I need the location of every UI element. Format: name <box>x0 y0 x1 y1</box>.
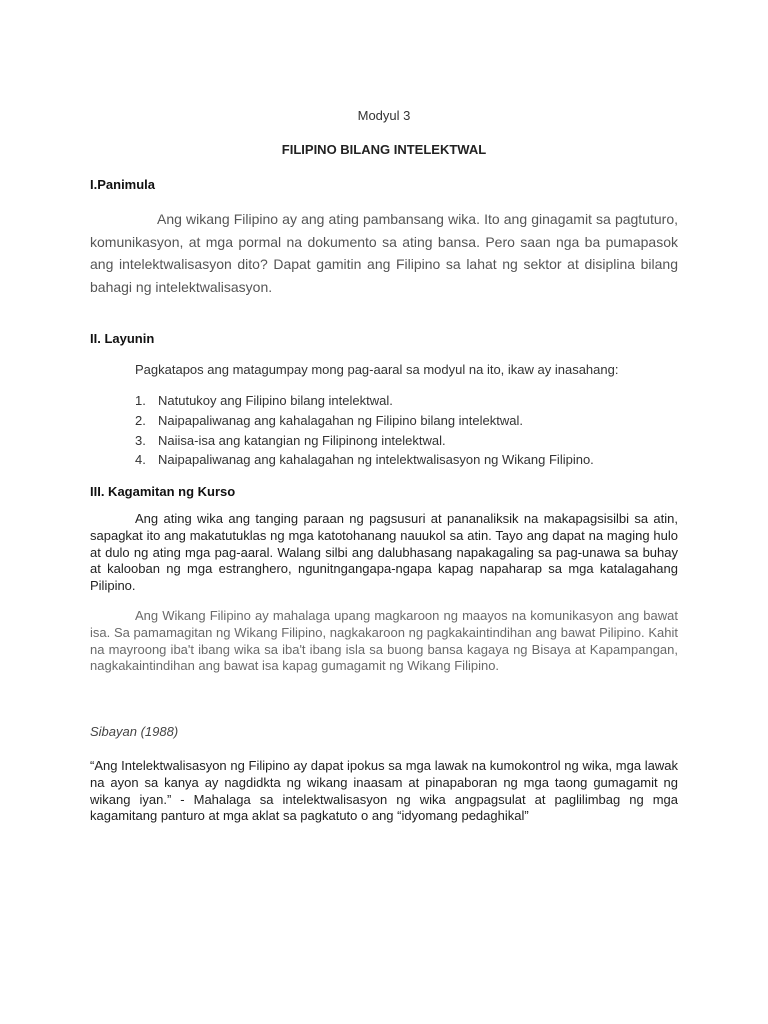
section-heading-panimula: I.Panimula <box>90 177 156 192</box>
document-title: FILIPINO BILANG INTELEKTWAL <box>281 142 487 157</box>
layunin-intro: Pagkatapos ang matagumpay mong pag-aaral sa modyul na ito, ikaw ay inasahang: <box>135 362 619 377</box>
list-item <box>135 391 594 411</box>
kagamitan-paragraph-2: Ang Wikang Filipino ay mahalaga upang magkaroon ng maayos na komunikasyon ang bawat isa. Sa pamamagitan ng Wikang Filipino, nagkakaroon ng pagkakaintindihan ang bawat Pilipino. Kahit na mayroong iba't ibang wika sa iba't ibang isla sa buong bansa kagaya ng Bisaya at Kapampangan, nagkakaintindihan ang bawat isa kapag gumagamit ng Wikang Filipino. <box>90 608 678 674</box>
list-number: 4. <box>135 452 146 468</box>
section-heading-layunin: II. Layunin <box>90 331 155 346</box>
list-text: Naiisa-isa ang katangian ng Filipinong intelektwal. <box>158 432 446 448</box>
list-item <box>135 431 594 451</box>
quote-paragraph: “Ang Intelektwalisasyon ng Filipino ay dapat ipokus sa mga lawak na kumokontrol ng wika, mga lawak na ayon sa kanya ay nagdidkta ng wikang inaasam at pinapaboran ng mga taong gumagamit ng wikang iyan.” - Mahalaga sa intelektwalisasyon ng wika angpagsulat at paglilimbag ng mga kagamitang panturo at mga aklat sa pagkatuto o ang “idyomang pedaghikal” <box>90 758 678 824</box>
list-item <box>135 411 594 431</box>
module-label: Modyul 3 <box>357 108 411 123</box>
list-item <box>135 450 594 470</box>
objectives-list <box>135 391 594 470</box>
section-heading-kagamitan: III. Kagamitan ng Kurso <box>90 484 236 499</box>
list-number: 2. <box>135 412 146 428</box>
list-text: Natutukoy ang Filipino bilang intelektwal. <box>158 393 393 408</box>
list-number: 1. <box>135 393 146 408</box>
panimula-paragraph: Ang wikang Filipino ay ang ating pambansang wika. Ito ang ginagamit sa pagtuturo, komunikasyon, at mga pormal na dokumento sa ating bansa. Pero saan nga ba pumapasok ang intelektwalisasyon dito? Dapat gamitin ang Filipino sa lahat ng sektor at disiplina bilang bahagi ng intelektwalisasyon. <box>90 211 678 295</box>
list-number: 3. <box>135 432 146 448</box>
list-text: Naipapaliwanag ang kahalagahan ng intelektwalisasyon ng Wikang Filipino. <box>158 452 594 468</box>
citation-label: Sibayan (1988) <box>90 724 179 739</box>
kagamitan-paragraph-1: Ang ating wika ang tanging paraan ng pagsusuri at pananaliksik na makapagsisilbi sa atin, sapagkat ito ang makatutuklas ng mga katotohanang nauukol sa atin. Tayo ang dapat na maging hulo at dulo ng ating mga pag-aaral. Walang silbi ang dalubhasang napakagaling sa pag-unawa sa buhay at kalooban ng mga estranghero, ngunitngangapa-ngapa kapag napaharap sa mga katalagahang Pilipino. <box>90 511 678 594</box>
list-text: Naipapaliwanag ang kahalagahan ng Filipino bilang intelektwal. <box>158 412 523 428</box>
